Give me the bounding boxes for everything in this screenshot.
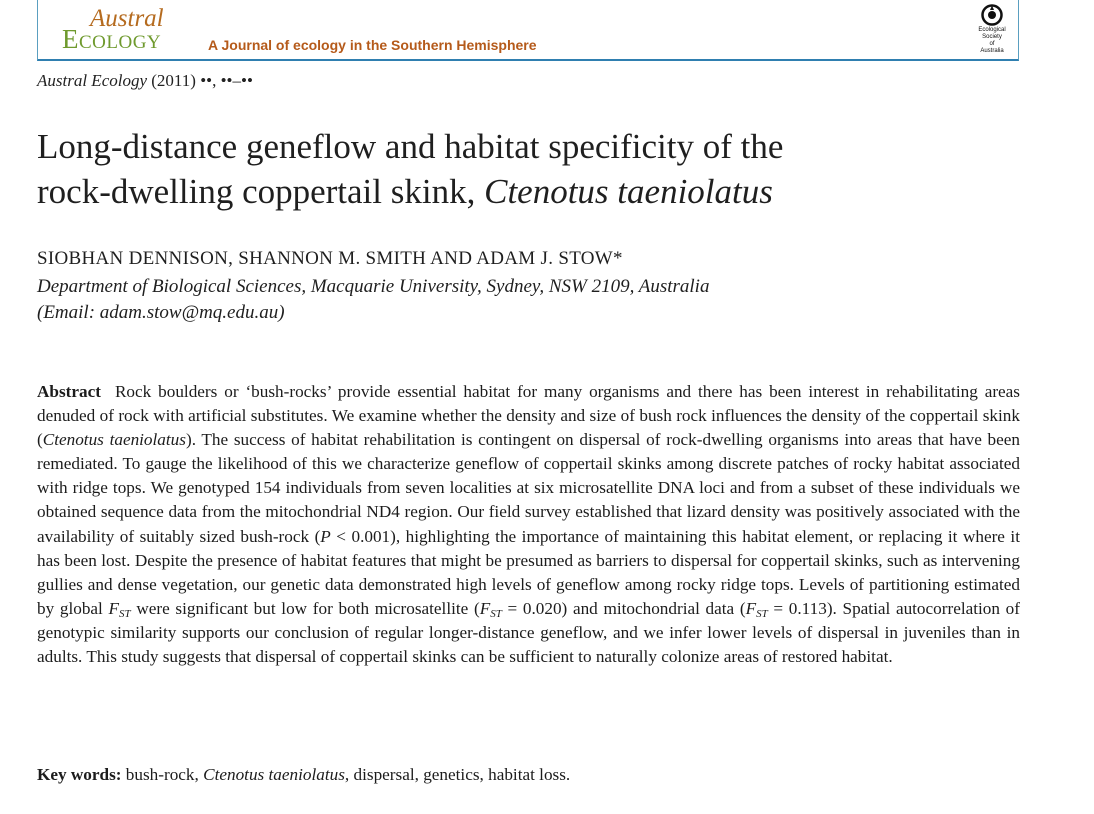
society-name-line4: Australia <box>980 48 1004 54</box>
abstract-text-5: = 0.020) and mitochondrial data ( <box>501 598 746 618</box>
article-title <box>37 124 987 214</box>
journal-banner <box>37 0 1019 61</box>
society-logo <box>970 4 1014 55</box>
keywords-label: Key words: <box>37 765 122 784</box>
title-species: Ctenotus taeniolatus <box>484 172 773 211</box>
abstract-label: Abstract <box>37 382 101 401</box>
keywords-text-2: , dispersal, genetics, habitat loss. <box>344 765 571 784</box>
abstract-fst-symbol-3: F <box>745 598 757 618</box>
abstract-fst-sub-3: ST <box>756 607 768 620</box>
author-list: SIOBHAN DENNISON, SHANNON M. SMITH AND ADAM J. STOW* <box>37 248 623 269</box>
society-name-line1: Ecological <box>978 27 1006 33</box>
affiliation: Department of Biological Sciences, Macquarie University, Sydney, NSW 2109, Australia <box>37 276 710 297</box>
abstract-fst-symbol-2: F <box>479 598 491 618</box>
society-name <box>970 27 1014 55</box>
journal-tagline: A Journal of ecology in the Southern Hemisphere <box>208 37 537 53</box>
journal-logo-ecology <box>62 26 161 53</box>
abstract-text-6: = 0.113). Spatial autocorrelation of genotypic similarity supports our conclusion of regular longer-distance geneflow, and we infer lower levels of dispersal in juveniles than in adults. This study suggests that dispersal of coppertail skinks can be sufficient to naturally colonize areas of restored habitat. <box>37 598 1020 667</box>
society-emblem-icon <box>981 4 1003 26</box>
abstract <box>37 380 1020 669</box>
abstract-text-2: ). The success of habitat rehabilitation is contingent on dispersal of rock-dwelling organisms into areas that have been remediated. To gauge the likelihood of this we characterize geneflow of coppertail skinks among discrete patches of rocky habitat associated with ridge tops. We genotyped 154 individuals from seven localities at six microsatellite DNA loci and from a subset of these individuals we obtained sequence data from the mitochondrial ND4 region. Our field survey established that lizard density was positively associated with the availability of suitably sized bush-rock ( <box>37 430 1021 546</box>
abstract-species: Ctenotus taeniolatus <box>42 430 186 450</box>
abstract-fst-symbol: F <box>108 598 120 618</box>
title-line-2 <box>37 169 987 214</box>
abstract-text-4: were significant but low for both microsatellite ( <box>130 598 480 618</box>
title-line-2-text: rock-dwelling coppertail skink, <box>37 172 485 211</box>
abstract-fst-sub-2: ST <box>490 607 502 620</box>
citation-line <box>37 71 253 91</box>
society-name-line3: of <box>989 41 995 47</box>
society-name-line2: Society <box>982 34 1002 40</box>
abstract-text-1: Rock boulders or ‘bush-rocks’ provide essential habitat for many organisms and there has been interest in rehabilitating areas denuded of rock with artificial substitutes. We examine whether the density and size of bush rock influences the density of the coppertail skink ( <box>37 382 1020 450</box>
abstract-text-3: < 0.001), highlighting the importance of maintaining this habitat element, or replacing it where it has been lost. Despite the presence of habitat features that might be presumed as barriers to dispersal for coppertail skinks, such as intervening gullies and dense vegetation, our genetic data demonstrated high levels of geneflow among rocky ridge tops. Levels of partitioning estimated by global <box>37 526 1020 618</box>
keywords <box>37 765 570 785</box>
keywords-text-1: bush-rock, <box>121 765 204 784</box>
journal-logo-austral: Austral <box>90 5 164 32</box>
affiliation-block <box>37 274 709 326</box>
contact-email: (Email: adam.stow@mq.edu.au) <box>37 302 285 323</box>
keywords-species: Ctenotus taeniolatus <box>203 765 345 784</box>
journal-logo-ecology-text: Ecology <box>62 24 162 54</box>
abstract-p-symbol: P <box>320 526 331 546</box>
citation-details: (2011) ••, ••–•• <box>151 71 253 90</box>
citation-journal: Austral Ecology <box>37 71 148 90</box>
abstract-fst-sub: ST <box>119 607 131 620</box>
title-line-1: Long-distance geneflow and habitat specificity of the <box>37 127 784 166</box>
